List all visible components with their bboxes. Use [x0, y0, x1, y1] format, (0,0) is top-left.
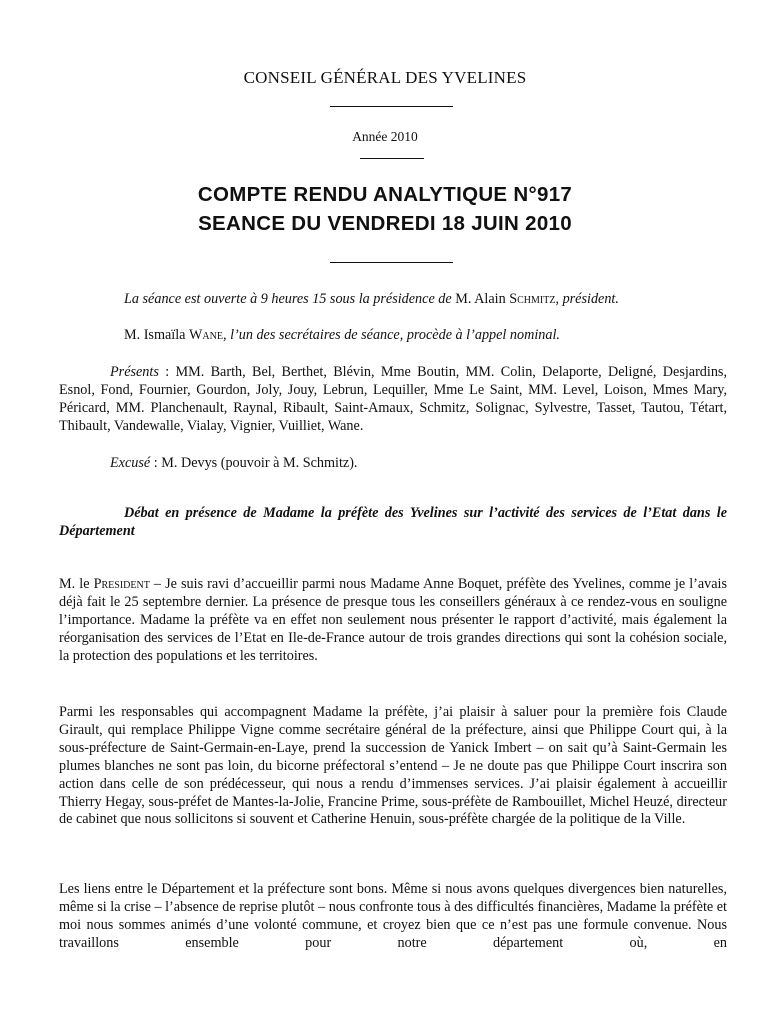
attendance-excused: Excusé : M. Devys (pouvoir à M. Schmitz).: [110, 455, 358, 471]
excuse-text: M. Devys (pouvoir à M. Schmitz).: [161, 455, 358, 471]
speaker-name: President: [93, 576, 150, 592]
paragraph-1-text: – Je suis ravi d’accueillir parmi nous Madame Anne Boquet, préfète des Yvelines, comme je l’avais déjà fait le 25 septembre dernier. La présence de presque tous les conseillers généraux à ce rendez-vous en souligne l’importance. Madame la préfète va en effet non seulement nous présenter le rapport d’activité, mais également la réorganisation des services de l’Etat en Ile-de-France autour de trois grandes directions qui sont la cohésion sociale, la protection des populations et les territoires.: [59, 576, 728, 664]
paragraph-3: Les liens entre le Département et la préfecture sont bons. Même si nous avons quelques divergences bien naturelles, même si la crise – l’absence de reprise plutôt – nous confronte tous à des difficultés financières, Madame la préfète et moi nous sommes animés d’une volonté commune, et croyez bien que ce n’est pas une formule convenue. Nous travaillons ensemble pour notre département où, en: [59, 881, 727, 951]
header-divider: [330, 106, 453, 107]
session-date-title: SEANCE DU VENDREDI 18 JUIN 2010: [198, 212, 572, 235]
secretary-statement: M. Ismaïla Wane, l’un des secrétaires de séance, procède à l’appel nominal.: [124, 327, 560, 343]
president-role: président.: [562, 291, 619, 307]
president-name: Schmitz: [509, 291, 556, 307]
debate-heading: Débat en présence de Madame la préfète des Yvelines sur l’activité des services de l’Etat dans le Département: [59, 505, 727, 539]
president-paragraph: [59, 576, 727, 666]
session-year: Année 2010: [352, 129, 418, 144]
speaker-prefix: M. le: [59, 576, 90, 592]
opening-text: La séance est ouverte à 9 heures 15 sous la présidence de: [124, 291, 452, 307]
presents-list: MM. Barth, Bel, Berthet, Blévin, Mme Boutin, MM. Colin, Delaporte, Deligné, Desjardins, Esnol, Fond, Fournier, Gourdon, Joly, Jouy, Lebrun, Lequiller, Mme Le Saint, MM. Level, Loison, Mmes Mary, Péricard, MM. Planchenault, Raynal, Ribault, Saint-Amaux, Schmitz, Solignac, Sylvestre, Tasset, Tautou, Tétart, Thibault, Vandewalle, Vialay, Vignier, Vuilliet, Wane.: [59, 364, 727, 434]
attendance-present: Présents : MM. Barth, Bel, Berthet, Blévin, Mme Boutin, MM. Colin, Delaporte, Deligné, Desjardins, Esnol, Fond, Fournier, Gourdon, Joly, Jouy, Lebrun, Lequiller, Mme Le Saint, MM. Level, Loison, Mmes Mary, Péricard, MM. Planchenault, Raynal, Ribault, Saint-Amaux, Schmitz, Solignac, Sylvestre, Tasset, Tautou, Tétart, Thibault, Vandewalle, Vialay, Vignier, Vuilliet, Wane.: [59, 364, 727, 434]
secretary-prefix: M. Ismaïla: [124, 327, 186, 343]
report-title: COMPTE RENDU ANALYTIQUE N°917: [197, 183, 573, 206]
paragraph-2: Parmi les responsables qui accompagnent Madame la préfète, j’ai plaisir à saluer pour la première fois Claude Girault, qui remplace Philippe Vigne comme secrétaire général de la préfecture, ainsi que Philippe Court qui, à la sous-préfecture de Saint-Germain-en-Laye, prend la succession de Yanick Imbert – on sait qu’à Saint-Germain les plumes blanches ne sont pas loin, du bicorne préfectoral s’entend – Je ne doute pas que Philippe Court inscrira son action dans celle de son prédécesseur, qui nous a rendu d’immenses services. J’ai plaisir également à accueillir Thierry Hegay, sous-préfet de Mantes-la-Jolie, Francine Prime, sous-préfète de Rambouillet, Michel Heuzé, directeur de cabinet que nous sollicitons si souvent et Catherine Henuin, sous-préfète chargée de la politique de la Ville.: [59, 704, 727, 828]
excuse-label: Excusé: [110, 455, 151, 471]
secretary-text: l’un des secrétaires de séance, procède à l’appel nominal.: [230, 327, 560, 343]
presents-label: Présents: [110, 364, 159, 380]
organization-title: CONSEIL GÉNÉRAL DES YVELINES: [243, 68, 527, 87]
title-divider: [330, 262, 453, 263]
year-divider: [360, 158, 424, 159]
secretary-name: Wane: [189, 327, 223, 343]
opening-statement: La séance est ouverte à 9 heures 15 sous la présidence de M. Alain Schmitz, président.: [124, 291, 619, 307]
president-prefix: M. Alain: [455, 291, 506, 307]
